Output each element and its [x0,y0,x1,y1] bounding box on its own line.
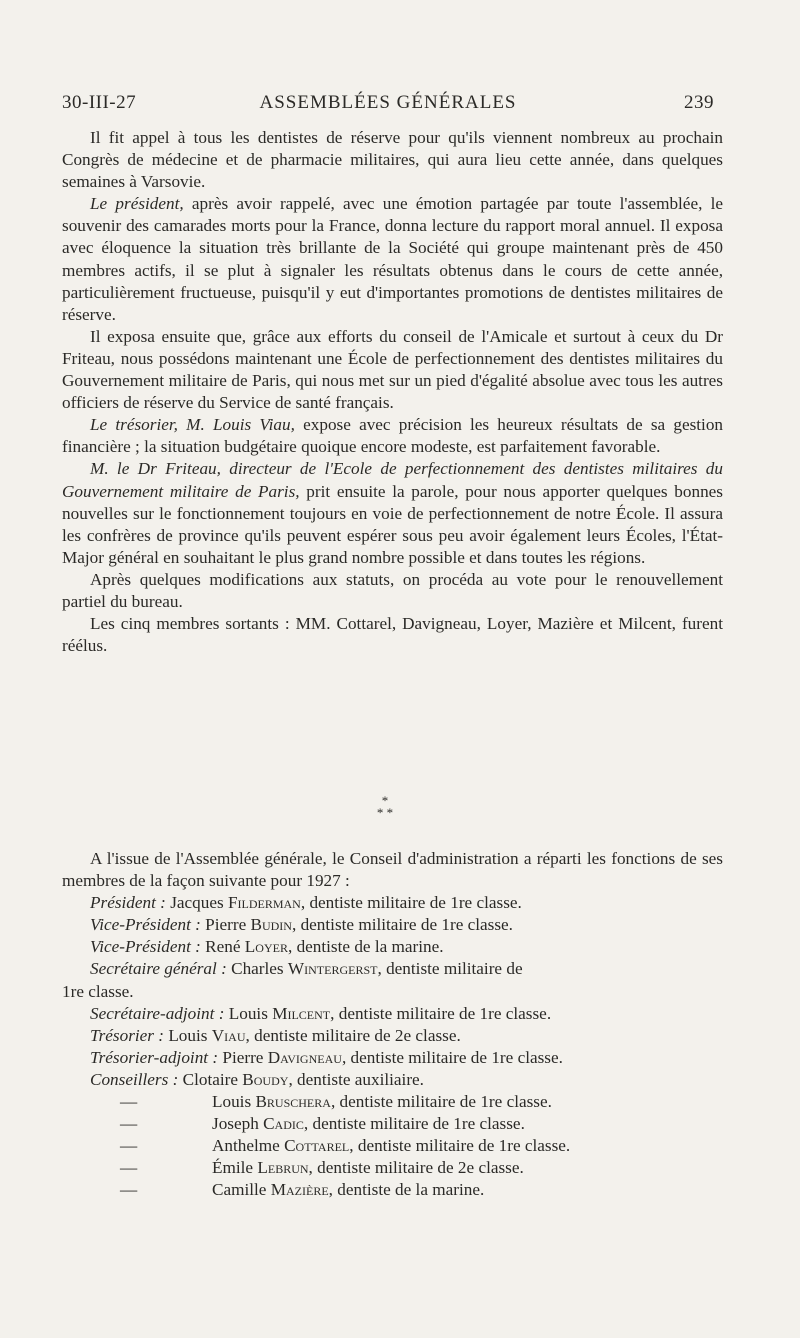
role-label: Vice-Président : [90,915,201,935]
paragraph-school: Il exposa ensuite que, grâce aux efforts du conseil de l'Amicale et surtout à ceux du Dr Friteau, nous possédons maintenant une École de perfectionnement des dentistes militaires du Gouvernement militaire de Paris, qui nous met sur un pied d'égalité absolue avec tous les autres officiers de réserve du Service de santé français. [62,326,723,413]
report-text [62,127,723,657]
paragraph-statutes: Après quelques modifications aux statuts, on procéda au vote pour le renouvellement partiel du bureau. [62,569,723,611]
officer-name: Milcent [272,1003,331,1023]
header-date: 30-III-27 [62,92,137,113]
officer-assistant-secretary: Secrétaire-adjoint : Louis Milcent, dentiste militaire de 1re classe. [90,1003,552,1023]
role-label: Vice-Président : [90,937,201,957]
officer-vice-president-1: Vice-Président : Pierre Budin, dentiste militaire de 1re classe. [90,915,513,935]
role-label: Conseillers : [90,1069,179,1089]
ditto-dash: — [120,1136,138,1156]
officer-name: Budin [250,915,292,935]
speaker-treasurer: Le trésorier, M. Louis Viau, [90,415,295,435]
ditto-dash: — [120,1092,138,1112]
officer-name: Mazière [270,1180,329,1200]
councillor-6: — Camille Mazière, dentiste de la marine. [62,1179,723,1201]
officer-name: Boudy [242,1069,289,1089]
officer-list [62,848,723,1202]
header-title: ASSEMBLÉES GÉNÉRALES [259,92,517,113]
paragraph-president [62,193,723,326]
speaker-president: Le président, [90,194,184,214]
officer-name: Bruschera [255,1092,331,1112]
paragraph-director [62,458,723,568]
councillor-1: Conseillers : Clotaire Boudy, dentiste auxiliaire. [90,1069,424,1089]
role-label: Secrétaire général : [90,959,227,979]
paragraph-reelection: Les cinq membres sortants : MM. Cottarel, Davigneau, Loyer, Mazière et Milcent, furent réélus. [62,614,723,656]
role-label: Président : [90,893,166,913]
paragraph-treasurer-text: expose avec précision les heureux résultats de sa gestion financière ; la situation budgétaire quoique encore modeste, est parfaitement favorable. [62,415,724,457]
officer-president: Président : Jacques Filderman, dentiste militaire de 1re classe. [90,893,522,913]
ditto-dash: — [120,1114,138,1134]
officer-name: Davigneau [267,1047,342,1067]
speaker-director: M. le Dr Friteau, directeur de l'Ecole de perfectionnement des dentistes militaires du Gouvernement militaire de Paris, [62,459,723,501]
separator-star-top: * [381,793,389,808]
officer-name: Viau [211,1025,246,1045]
councillor-3: — Joseph Cadic, dentiste militaire de 1re classe. [62,1113,723,1135]
section-separator [360,795,410,819]
officers-intro: A l'issue de l'Assemblée générale, le Conseil d'administration a réparti les fonctions de ses membres de la façon suivante pour 1927 : [62,849,723,891]
officer-secretary-continued: 1re classe. [62,981,134,1001]
officer-name: Lebrun [257,1158,309,1178]
page-number: 239 [684,92,714,113]
officer-treasurer: Trésorier : Louis Viau, dentiste militaire de 2e classe. [90,1025,461,1045]
councillor-4: — Anthelme Cottarel, dentiste militaire de 1re classe. [62,1135,723,1157]
officer-name: Cadic [263,1114,304,1134]
paragraph-treasurer [62,414,723,458]
officer-vice-president-2: Vice-Président : René Loyer, dentiste de la marine. [90,937,444,957]
ditto-dash: — [120,1158,138,1178]
role-label: Trésorier : [90,1025,165,1045]
paragraph-congress: Il fit appel à tous les dentistes de réserve pour qu'ils viennent nombreux au prochain Congrès de médecine et de pharmacie militaires, qui aura lieu cette année, dans quelques semaines à Varsovie. [62,128,723,192]
separator-stars-bottom: * * [376,805,394,820]
officer-assistant-treasurer: Trésorier-adjoint : Pierre Davigneau, dentiste militaire de 1re classe. [90,1047,563,1067]
councillor-5: — Émile Lebrun, dentiste militaire de 2e classe. [62,1157,723,1179]
role-label: Secrétaire-adjoint : [90,1003,225,1023]
officer-secretary: Secrétaire général : Charles Wintergerst, dentiste militaire de [90,959,523,979]
role-label: Trésorier-adjoint : [90,1047,219,1067]
officer-name: Wintergerst [287,959,378,979]
paragraph-president-text: après avoir rappelé, avec une émotion partagée par toute l'assemblée, le souvenir des camarades morts pour la France, donna lecture du rapport moral annuel. Il exposa avec éloquence la situation très brillante de la Société qui groupe maintenant près de 450 membres actifs, il se plut à signaler les résultats obtenus dans le cours de cette année, particulièrement fructueuse, puisqu'il y eut d'importantes promotions de dentistes militaires de réserve. [62,194,723,324]
officer-name: Loyer [244,937,288,957]
ditto-dash: — [120,1180,138,1200]
paragraph-director-text: prit ensuite la parole, pour nous apporter quelques bonnes nouvelles sur le fonctionnement toujours en voie de perfectionnement de notre École. Il assura les confrères de province qu'ils peuvent espérer sous peu avoir également leurs Écoles, l'État-Major général en souhaitant le plus grand nombre possible et dans toutes les régions. [62,481,723,567]
running-header [62,92,714,122]
councillor-2: — Louis Bruschera, dentiste militaire de 1re classe. [62,1091,723,1113]
officer-name: Cottarel [284,1136,350,1156]
officer-name: Filderman [227,893,301,913]
